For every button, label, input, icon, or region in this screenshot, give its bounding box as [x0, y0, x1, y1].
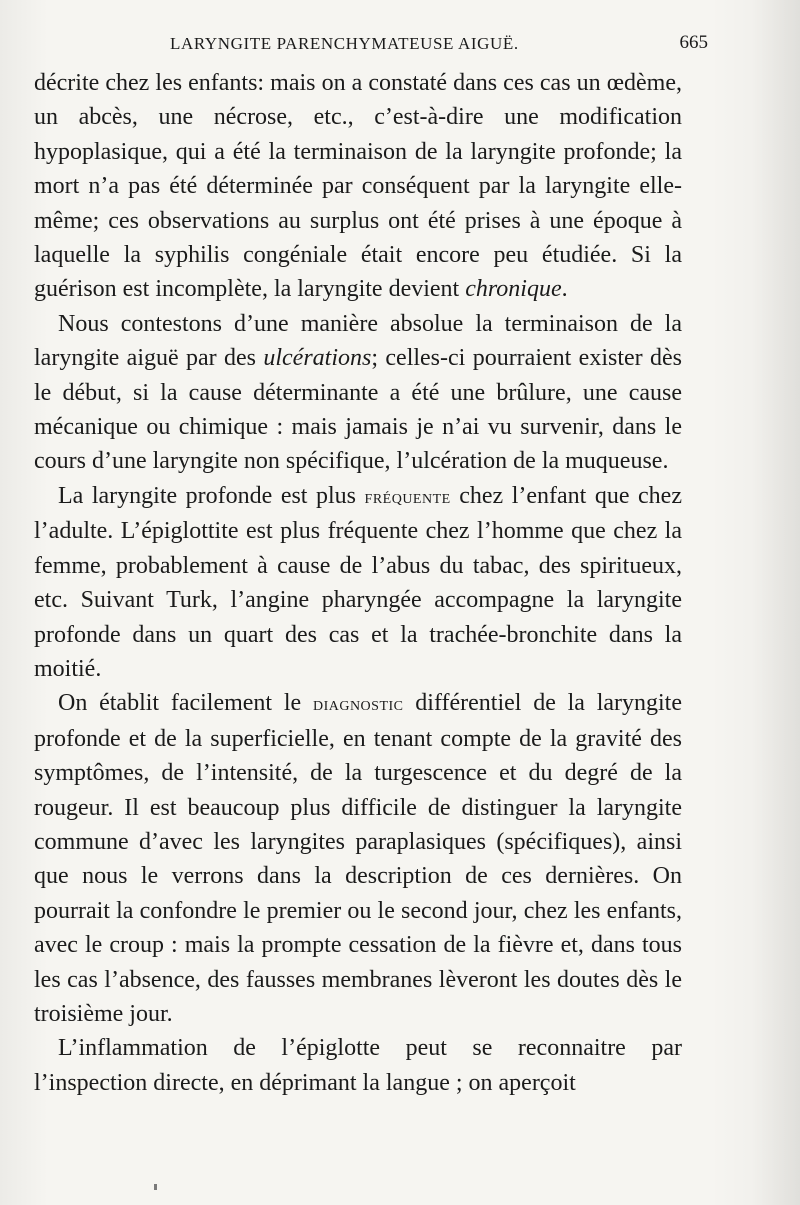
- running-head: LARYNGITE PARENCHYMATEUSE AIGUË.: [170, 34, 519, 53]
- emphasis-ulcerations: ulcérations: [263, 345, 372, 372]
- paragraph-4: [34, 686, 682, 1031]
- paragraph-5: [34, 1031, 682, 1100]
- emphasis-chronique: chronique: [465, 276, 562, 303]
- paragraph-3: [34, 479, 682, 686]
- page-number: 665: [679, 32, 708, 53]
- paragraph-text: différentiel de la laryngite profonde et de la superficielle, en tenant compte de la gravité des symptômes, de l’intensité, de la turgescence et du degré de la rougeur. Il est beaucoup plus difficile de distinguer la laryngite commune d’avec les laryngites paraplasiques (spécifiques), ainsi que nous le verrons dans la description de ces dernières. On pourrait la confondre le premier ou le second jour, chez les enfants, avec le croup : mais la prompte cessation de la fièvre et, dans tous les cas l’absence, des fausses membranes lèveront les doutes dès le troisième jour.: [34, 690, 682, 1027]
- smallcaps-diagnostic: diagnostic: [312, 693, 404, 716]
- paragraph-1: [34, 66, 682, 307]
- paragraph-text: La laryngite profonde est plus: [58, 482, 365, 509]
- paragraph-text: On établit facilement le: [58, 690, 313, 717]
- show-through-shadow: [710, 0, 800, 1205]
- paragraph-text: .: [561, 276, 568, 303]
- body-text: [34, 66, 682, 1100]
- smallcaps-frequente: fréquente: [364, 485, 451, 508]
- paragraph-text: L’inflammation de l’épiglotte peut se reconnaitre par l’inspection directe, en déprimant la langue ; on aperçoit: [34, 1035, 682, 1096]
- paragraph-2: [34, 307, 682, 479]
- paragraph-text: chez l’enfant que chez l’adulte. L’épiglottite est plus fréquente chez l’homme que chez la femme, probablement à cause de l’abus du tabac, des spiritueux, etc. Suivant Turk, l’angine pharyngée accompagne la laryngite profonde dans un quart des cas et la trachée-bronchite dans la moitié.: [34, 482, 682, 682]
- page-header: [60, 30, 708, 58]
- paragraph-text: décrite chez les enfants: mais on a constaté dans ces cas un œdème, un abcès, une nécrose, etc., c’est-à-dire une modification hypoplasique, qui a été la terminaison de la laryngite profonde; la mort n’a pas été déterminée par conséquent par la laryngite elle-même; ces observations au surplus ont été prises à une époque à laquelle la syphilis congéniale était encore peu étudiée. Si la guérison est incomplète, la laryngite devient: [34, 70, 682, 303]
- paragraph-text: ; celles-ci pourraient exister dès le début, si la cause déterminante a été une brûlure, une cause mécanique ou chimique : mais jamais je n’ai vu survenir, dans le cours d’une laryngite non spécifique, l’ulcération de la muqueuse.: [34, 345, 682, 475]
- paragraph-text: Nous contestons d’une manière absolue la terminaison de la laryngite aiguë par des: [34, 310, 682, 372]
- print-mark: [154, 1184, 157, 1190]
